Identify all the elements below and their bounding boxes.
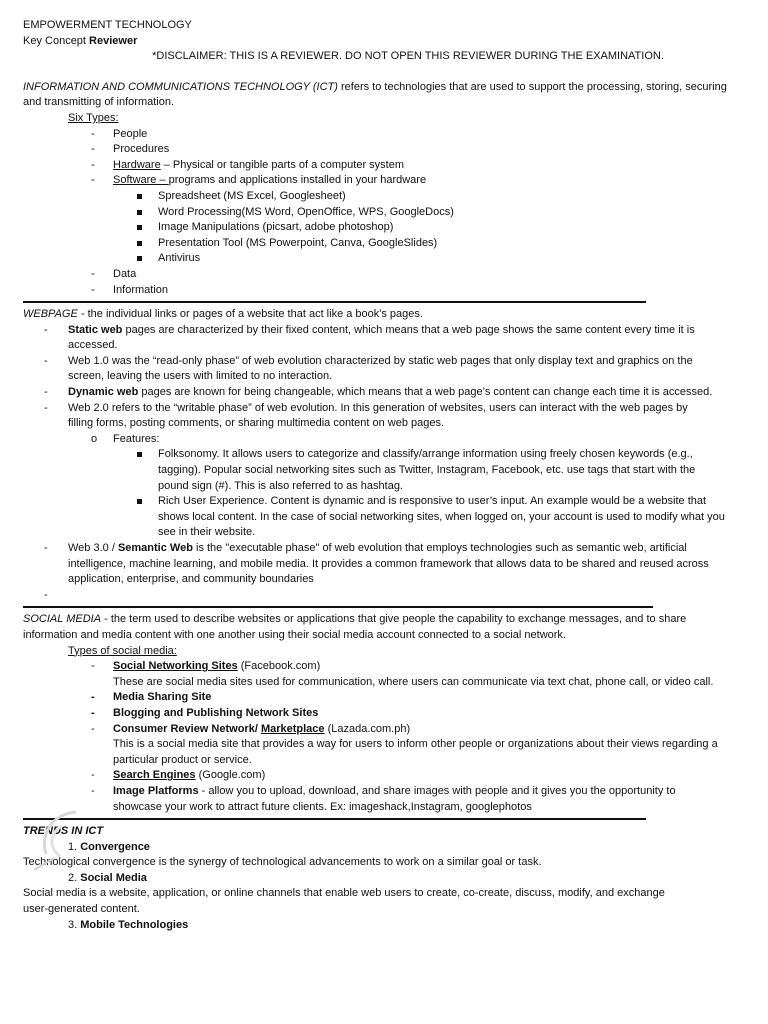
crn-example: (Lazada.com.ph) bbox=[324, 722, 411, 735]
folksonomy-1: Folksonomy. It allows users to categorize and classify/arrange information using freely chosen keywords (e.g., bbox=[158, 448, 693, 461]
subtitle-text: Key Concept bbox=[23, 34, 90, 47]
list-item: Antivirus bbox=[23, 251, 748, 267]
search-engines-term: Search Engines bbox=[113, 769, 196, 782]
trend-number: 2. bbox=[68, 871, 81, 884]
list-item bbox=[23, 323, 748, 354]
sns-description: These are social media sites used for communication, where users can communicate via text chat, phone call, or video call. bbox=[113, 675, 714, 688]
dynamic-web-term: Dynamic web bbox=[68, 386, 139, 399]
trend-number: 1. bbox=[68, 840, 81, 853]
list-item: - Procedures bbox=[23, 142, 748, 158]
section-divider bbox=[23, 301, 646, 303]
semantic-web-term: Semantic Web bbox=[117, 542, 193, 554]
ict-definition-line-2: and transmitting of information. bbox=[23, 96, 175, 109]
list-item bbox=[23, 401, 748, 432]
web1-text-1: - Web 1.0 was the “read-only phase” of web evolution characterized by static web pages that only display text and graphics on the bbox=[68, 354, 693, 367]
document-subtitle bbox=[23, 34, 748, 50]
trend-description: user-generated content. bbox=[23, 903, 140, 916]
list-item: - Data bbox=[23, 267, 748, 283]
list-item bbox=[23, 385, 748, 401]
web3-text-1: is the "executable phase" of web evolution that employs technologies such as semantic web, artificial bbox=[192, 542, 687, 554]
list-item: Image Manipulations (picsart, adobe photoshop) bbox=[23, 220, 748, 236]
trend-number: 3. bbox=[68, 918, 81, 931]
marketplace-term: Marketplace bbox=[260, 722, 325, 735]
search-engines-example: (Google.com) bbox=[195, 769, 266, 782]
trend-title: Social Media bbox=[80, 871, 147, 884]
sns-example: (Facebook.com) bbox=[237, 660, 321, 673]
software-term: Software – bbox=[113, 174, 169, 187]
list-item bbox=[23, 447, 748, 494]
software-definition: programs and applications installed in your hardware bbox=[168, 174, 427, 187]
ict-term: INFORMATION AND COMMUNICATIONS TECHNOLOGY (ICT) bbox=[23, 80, 338, 93]
web3-text-2: intelligence, machine learning, and mobile media. It provides a common framework that allows data to be shared and reused across bbox=[68, 557, 709, 570]
trends-title: TRENDS IN ICT bbox=[23, 825, 104, 838]
trend-description: Technological convergence is the synergy of technological advancements to work on a similar goal or task. bbox=[23, 856, 542, 869]
web2-text-1: - Web 2.0 refers to the “writable phase” of web evolution. In this generation of websites, users can interact with the web pages by bbox=[68, 401, 688, 414]
ict-definition: refers to technologies that are used to support the processing, storing, securing bbox=[337, 80, 727, 93]
dynamic-web-text: pages are known for being changeable, which means that a web page’s content can change each time it is accessed. bbox=[138, 386, 713, 399]
document-title: EMPOWERMENT TECHNOLOGY bbox=[23, 19, 192, 31]
reviewer-document bbox=[23, 18, 748, 933]
ict-definition-line-1 bbox=[23, 80, 748, 96]
list-item bbox=[23, 158, 748, 174]
list-item bbox=[23, 173, 748, 189]
static-web-text-2: accessed. bbox=[68, 339, 118, 352]
social-media-term: SOCIAL MEDIA bbox=[23, 613, 102, 626]
web2-text-2: filling forms, posting comments, or sharing multimedia content on web pages. bbox=[68, 417, 445, 430]
rich-ux-3: see in their website. bbox=[158, 526, 256, 539]
web3-list bbox=[23, 541, 748, 603]
list-item bbox=[23, 659, 748, 690]
list-item: Word Processing(MS Word, OpenOffice, WPS, GoogleDocs) bbox=[23, 205, 748, 221]
image-platforms-text-1: - allow you to upload, download, and share images with people and it gives you the opportunity to bbox=[198, 784, 676, 797]
watermark-icon bbox=[32, 804, 94, 872]
disclaimer: *DISCLAIMER: THIS IS A REVIEWER. DO NOT OPEN THIS REVIEWER DURING THE EXAMINATION. bbox=[152, 50, 664, 63]
trend-item-3 bbox=[23, 918, 748, 934]
rich-ux-2: shows local content. In the case of social networking sites, when logged on, your account is used to modify what you bbox=[158, 510, 725, 523]
list-item bbox=[23, 354, 748, 385]
ict-types-list-end bbox=[23, 267, 748, 298]
crn-desc-1: This is a social media site that provides a way for users to inform other people or organizations about their views regarding a bbox=[113, 738, 718, 751]
trend-item-1 bbox=[23, 840, 748, 856]
trend-title: Mobile Technologies bbox=[80, 918, 189, 931]
software-items-list bbox=[23, 189, 748, 267]
section-divider bbox=[23, 606, 653, 608]
web2-features-list bbox=[23, 447, 748, 541]
list-item: - Information bbox=[23, 283, 748, 299]
hardware-term: Hardware bbox=[113, 158, 161, 171]
social-definition-line-1 bbox=[23, 612, 748, 628]
hardware-definition: – Physical or tangible parts of a computer system bbox=[160, 158, 405, 171]
webpage-def: the individual links or pages of a website that act like a book's pages. bbox=[87, 308, 423, 321]
features-list bbox=[23, 432, 748, 448]
social-def-1: - the term used to describe websites or applications that give people the capability to exchange messages, and to share bbox=[101, 613, 687, 626]
list-item bbox=[23, 784, 748, 815]
list-item: Spreadsheet (MS Excel, Googlesheet) bbox=[23, 189, 748, 205]
social-types-list bbox=[23, 659, 748, 815]
six-types-label: Six Types: bbox=[68, 111, 119, 124]
trend-description: Social media is a website, application, or online channels that enable web users to create, co-create, discuss, modify, and exchange bbox=[23, 887, 665, 900]
folksonomy-2: tagging). Popular social networking sites such as Twitter, Instagram, Facebook, etc. use tags that start with the bbox=[158, 464, 696, 477]
list-item-empty bbox=[23, 588, 748, 604]
web3-text-3: application, enterprise, and community boundaries bbox=[68, 573, 314, 586]
social-types-label: Types of social media: bbox=[68, 644, 177, 657]
static-web-term: Static web bbox=[68, 323, 123, 336]
crn-term: Consumer Review Network/ bbox=[113, 722, 261, 735]
trend-item-2 bbox=[23, 871, 748, 887]
list-item: - Blogging and Publishing Network Sites bbox=[23, 706, 748, 722]
webpage-definition bbox=[23, 307, 748, 323]
webpage-list bbox=[23, 323, 748, 432]
list-item bbox=[23, 541, 748, 588]
section-divider bbox=[23, 818, 646, 820]
webpage-term: WEBPAGE - bbox=[23, 308, 88, 321]
web3-prefix: Web 3.0 / bbox=[68, 542, 118, 554]
list-item bbox=[23, 768, 748, 784]
social-definition-line-2: information and media content with one another using their social media account connected to a social network. bbox=[23, 628, 566, 641]
crn-desc-2: particular product or service. bbox=[113, 753, 252, 766]
spacer bbox=[23, 65, 748, 80]
static-web-text: pages are characterized by their fixed content, which means that a web page shows the same content every time it is bbox=[122, 323, 695, 336]
image-platforms-text-2: showcase your work to attract future clients. Ex: imageshack,Instagram, googlephotos bbox=[113, 800, 532, 813]
list-item bbox=[23, 722, 748, 769]
list-item: o Features: bbox=[23, 432, 748, 448]
image-platforms-term: Image Platforms bbox=[113, 784, 199, 797]
ict-types-list bbox=[23, 127, 748, 189]
list-item: Presentation Tool (MS Powerpoint, Canva, GoogleSlides) bbox=[23, 236, 748, 252]
rich-ux-1: Rich User Experience. Content is dynamic and is responsive to user’s input. An example would be a website that bbox=[158, 495, 707, 508]
web1-text-2: screen, leaving the users with limited to no interaction. bbox=[68, 370, 333, 383]
trend-title: Convergence bbox=[80, 840, 150, 853]
list-item: - People bbox=[23, 127, 748, 143]
list-item: - Media Sharing Site bbox=[23, 690, 748, 706]
subtitle-reviewer: Reviewer bbox=[89, 34, 138, 47]
sns-term: Social Networking Sites bbox=[113, 660, 238, 673]
list-item bbox=[23, 494, 748, 541]
folksonomy-3: pound sign (#). This is also referred to as hashtag. bbox=[158, 479, 403, 492]
